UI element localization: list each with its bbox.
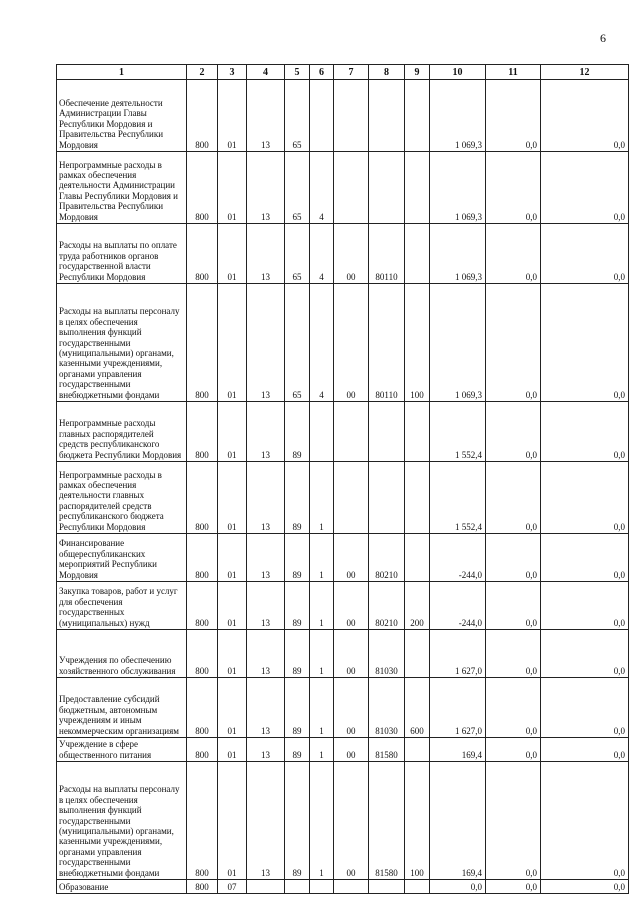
cell-col-10: 1 069,3 xyxy=(430,80,486,152)
cell-col-5: 65 xyxy=(285,284,310,402)
cell-col-6 xyxy=(310,880,334,894)
cell-col-10: 1 069,3 xyxy=(430,152,486,224)
cell-col-3: 01 xyxy=(218,402,247,462)
cell-col-2: 800 xyxy=(187,80,218,152)
column-header-3: 3 xyxy=(218,65,247,80)
column-header-11: 11 xyxy=(486,65,541,80)
cell-col-3: 01 xyxy=(218,678,247,738)
cell-col-12: 0,0 xyxy=(541,80,629,152)
table-row xyxy=(57,284,629,402)
cell-col-2: 800 xyxy=(187,582,218,630)
row-name-cell: Образование xyxy=(57,880,187,894)
cell-col-12: 0,0 xyxy=(541,534,629,582)
cell-col-2: 800 xyxy=(187,284,218,402)
cell-col-5: 89 xyxy=(285,630,310,678)
cell-col-3: 01 xyxy=(218,80,247,152)
cell-col-2: 800 xyxy=(187,738,218,762)
cell-col-7: 00 xyxy=(334,738,369,762)
cell-col-5: 89 xyxy=(285,402,310,462)
cell-col-5: 89 xyxy=(285,738,310,762)
cell-col-10: 1 627,0 xyxy=(430,678,486,738)
column-header-8: 8 xyxy=(369,65,405,80)
cell-col-2: 800 xyxy=(187,152,218,224)
table-row xyxy=(57,80,629,152)
cell-col-6: 1 xyxy=(310,678,334,738)
cell-col-12: 0,0 xyxy=(541,738,629,762)
table-row xyxy=(57,738,629,762)
row-name-cell: Финансирование общереспубликанских мероприятий Республики Мордовия xyxy=(57,534,187,582)
cell-col-7: 00 xyxy=(334,678,369,738)
cell-col-12: 0,0 xyxy=(541,630,629,678)
cell-col-4: 13 xyxy=(247,224,285,284)
column-header-1: 1 xyxy=(57,65,187,80)
table-row xyxy=(57,462,629,534)
column-header-10: 10 xyxy=(430,65,486,80)
cell-col-9: 200 xyxy=(405,582,430,630)
cell-col-4 xyxy=(247,880,285,894)
cell-col-6: 1 xyxy=(310,762,334,880)
row-name-cell: Непрограммные расходы в рамках обеспечения деятельности главных распорядителей средств республиканского бюджета Республики Мордовия xyxy=(57,462,187,534)
cell-col-9 xyxy=(405,80,430,152)
cell-col-10: 169,4 xyxy=(430,762,486,880)
cell-col-4: 13 xyxy=(247,402,285,462)
cell-col-3: 01 xyxy=(218,534,247,582)
cell-col-6: 4 xyxy=(310,152,334,224)
cell-col-4: 13 xyxy=(247,534,285,582)
cell-col-6: 1 xyxy=(310,534,334,582)
cell-col-11: 0,0 xyxy=(486,762,541,880)
cell-col-12: 0,0 xyxy=(541,880,629,894)
table-body xyxy=(57,80,629,894)
cell-col-11: 0,0 xyxy=(486,80,541,152)
cell-col-2: 800 xyxy=(187,678,218,738)
cell-col-11: 0,0 xyxy=(486,534,541,582)
cell-col-7: 00 xyxy=(334,582,369,630)
row-name-cell: Расходы на выплаты персоналу в целях обеспечения выполнения функций государственными (муниципальными) органами, казенными учреждениями, органами управления государственными внебюджетными фондами xyxy=(57,762,187,880)
cell-col-7: 00 xyxy=(334,762,369,880)
cell-col-3: 01 xyxy=(218,152,247,224)
cell-col-7: 00 xyxy=(334,224,369,284)
column-header-7: 7 xyxy=(334,65,369,80)
cell-col-9 xyxy=(405,402,430,462)
cell-col-9: 100 xyxy=(405,762,430,880)
table-row xyxy=(57,152,629,224)
cell-col-4: 13 xyxy=(247,80,285,152)
cell-col-9 xyxy=(405,880,430,894)
cell-col-7 xyxy=(334,152,369,224)
cell-col-5: 89 xyxy=(285,678,310,738)
cell-col-5: 89 xyxy=(285,462,310,534)
cell-col-10: 1 069,3 xyxy=(430,224,486,284)
cell-col-8: 81580 xyxy=(369,738,405,762)
cell-col-11: 0,0 xyxy=(486,678,541,738)
cell-col-9 xyxy=(405,534,430,582)
cell-col-4: 13 xyxy=(247,762,285,880)
cell-col-4: 13 xyxy=(247,738,285,762)
cell-col-9 xyxy=(405,224,430,284)
cell-col-7 xyxy=(334,402,369,462)
cell-col-11: 0,0 xyxy=(486,462,541,534)
table-row xyxy=(57,880,629,894)
cell-col-3: 01 xyxy=(218,284,247,402)
table-row xyxy=(57,224,629,284)
cell-col-7 xyxy=(334,462,369,534)
cell-col-7: 00 xyxy=(334,630,369,678)
cell-col-12: 0,0 xyxy=(541,462,629,534)
cell-col-3: 01 xyxy=(218,738,247,762)
cell-col-4: 13 xyxy=(247,678,285,738)
cell-col-8 xyxy=(369,152,405,224)
cell-col-12: 0,0 xyxy=(541,284,629,402)
cell-col-3: 01 xyxy=(218,224,247,284)
cell-col-8: 80110 xyxy=(369,224,405,284)
cell-col-7 xyxy=(334,80,369,152)
table-row xyxy=(57,762,629,880)
row-name-cell: Непрограммные расходы в рамках обеспечения деятельности Администрации Главы Республики Мордовия и Правительства Республики Мордовия xyxy=(57,152,187,224)
column-header-2: 2 xyxy=(187,65,218,80)
column-header-12: 12 xyxy=(541,65,629,80)
cell-col-11: 0,0 xyxy=(486,582,541,630)
row-name-cell: Учреждения по обеспечению хозяйственного обслуживания xyxy=(57,630,187,678)
cell-col-2: 800 xyxy=(187,224,218,284)
cell-col-7: 00 xyxy=(334,534,369,582)
budget-table xyxy=(56,64,629,894)
table-row xyxy=(57,630,629,678)
cell-col-9: 100 xyxy=(405,284,430,402)
cell-col-6: 1 xyxy=(310,630,334,678)
cell-col-10: -244,0 xyxy=(430,534,486,582)
cell-col-10: 1 552,4 xyxy=(430,462,486,534)
cell-col-7: 00 xyxy=(334,284,369,402)
cell-col-11: 0,0 xyxy=(486,738,541,762)
cell-col-2: 800 xyxy=(187,630,218,678)
cell-col-8 xyxy=(369,880,405,894)
cell-col-3: 01 xyxy=(218,762,247,880)
cell-col-9 xyxy=(405,738,430,762)
cell-col-4: 13 xyxy=(247,152,285,224)
cell-col-12: 0,0 xyxy=(541,224,629,284)
cell-col-5: 65 xyxy=(285,152,310,224)
column-header-5: 5 xyxy=(285,65,310,80)
cell-col-9 xyxy=(405,152,430,224)
cell-col-6 xyxy=(310,80,334,152)
cell-col-9: 600 xyxy=(405,678,430,738)
row-name-cell: Расходы на выплаты персоналу в целях обеспечения выполнения функций государственными (муниципальными) органами, казенными учреждениями, органами управления государственными внебюджетными фондами xyxy=(57,284,187,402)
row-name-cell: Расходы на выплаты по оплате труда работников органов государственной власти Республики Мордовия xyxy=(57,224,187,284)
cell-col-5 xyxy=(285,880,310,894)
cell-col-2: 800 xyxy=(187,534,218,582)
table-row xyxy=(57,534,629,582)
column-header-4: 4 xyxy=(247,65,285,80)
page-number: 6 xyxy=(600,31,606,45)
cell-col-4: 13 xyxy=(247,284,285,402)
cell-col-6: 1 xyxy=(310,462,334,534)
cell-col-2: 800 xyxy=(187,402,218,462)
cell-col-12: 0,0 xyxy=(541,762,629,880)
cell-col-8 xyxy=(369,462,405,534)
cell-col-3: 01 xyxy=(218,462,247,534)
row-name-cell: Учреждение в сфере общественного питания xyxy=(57,738,187,762)
cell-col-4: 13 xyxy=(247,630,285,678)
cell-col-3: 01 xyxy=(218,630,247,678)
cell-col-12: 0,0 xyxy=(541,678,629,738)
cell-col-8: 81580 xyxy=(369,762,405,880)
column-header-6: 6 xyxy=(310,65,334,80)
cell-col-2: 800 xyxy=(187,880,218,894)
row-name-cell: Непрограммные расходы главных распорядителей средств республиканского бюджета Республики Мордовия xyxy=(57,402,187,462)
cell-col-9 xyxy=(405,630,430,678)
cell-col-2: 800 xyxy=(187,462,218,534)
cell-col-8: 81030 xyxy=(369,630,405,678)
table-header-row xyxy=(57,65,629,80)
cell-col-6: 4 xyxy=(310,224,334,284)
cell-col-8: 80210 xyxy=(369,534,405,582)
cell-col-5: 65 xyxy=(285,80,310,152)
cell-col-10: 1 069,3 xyxy=(430,284,486,402)
cell-col-11: 0,0 xyxy=(486,224,541,284)
cell-col-7 xyxy=(334,880,369,894)
cell-col-11: 0,0 xyxy=(486,284,541,402)
cell-col-11: 0,0 xyxy=(486,152,541,224)
cell-col-2: 800 xyxy=(187,762,218,880)
cell-col-5: 89 xyxy=(285,762,310,880)
cell-col-10: 169,4 xyxy=(430,738,486,762)
cell-col-4: 13 xyxy=(247,462,285,534)
cell-col-6 xyxy=(310,402,334,462)
cell-col-8: 80210 xyxy=(369,582,405,630)
cell-col-6: 1 xyxy=(310,582,334,630)
cell-col-3: 01 xyxy=(218,582,247,630)
cell-col-10: 0,0 xyxy=(430,880,486,894)
cell-col-11: 0,0 xyxy=(486,880,541,894)
cell-col-8: 81030 xyxy=(369,678,405,738)
cell-col-4: 13 xyxy=(247,582,285,630)
cell-col-12: 0,0 xyxy=(541,582,629,630)
cell-col-3: 07 xyxy=(218,880,247,894)
cell-col-12: 0,0 xyxy=(541,402,629,462)
cell-col-11: 0,0 xyxy=(486,402,541,462)
cell-col-8: 80110 xyxy=(369,284,405,402)
cell-col-5: 65 xyxy=(285,224,310,284)
cell-col-8 xyxy=(369,402,405,462)
cell-col-10: -244,0 xyxy=(430,582,486,630)
cell-col-5: 89 xyxy=(285,534,310,582)
cell-col-6: 1 xyxy=(310,738,334,762)
cell-col-10: 1 552,4 xyxy=(430,402,486,462)
table-row xyxy=(57,678,629,738)
table-row xyxy=(57,582,629,630)
column-header-9: 9 xyxy=(405,65,430,80)
cell-col-5: 89 xyxy=(285,582,310,630)
cell-col-6: 4 xyxy=(310,284,334,402)
cell-col-12: 0,0 xyxy=(541,152,629,224)
cell-col-8 xyxy=(369,80,405,152)
table-row xyxy=(57,402,629,462)
row-name-cell: Закупка товаров, работ и услуг для обеспечения государственных (муниципальных) нужд xyxy=(57,582,187,630)
cell-col-9 xyxy=(405,462,430,534)
cell-col-11: 0,0 xyxy=(486,630,541,678)
row-name-cell: Предоставление субсидий бюджетным, автономным учреждениям и иным некоммерческим организациям xyxy=(57,678,187,738)
row-name-cell: Обеспечение деятельности Администрации Главы Республики Мордовия и Правительства Республики Мордовия xyxy=(57,80,187,152)
cell-col-10: 1 627,0 xyxy=(430,630,486,678)
